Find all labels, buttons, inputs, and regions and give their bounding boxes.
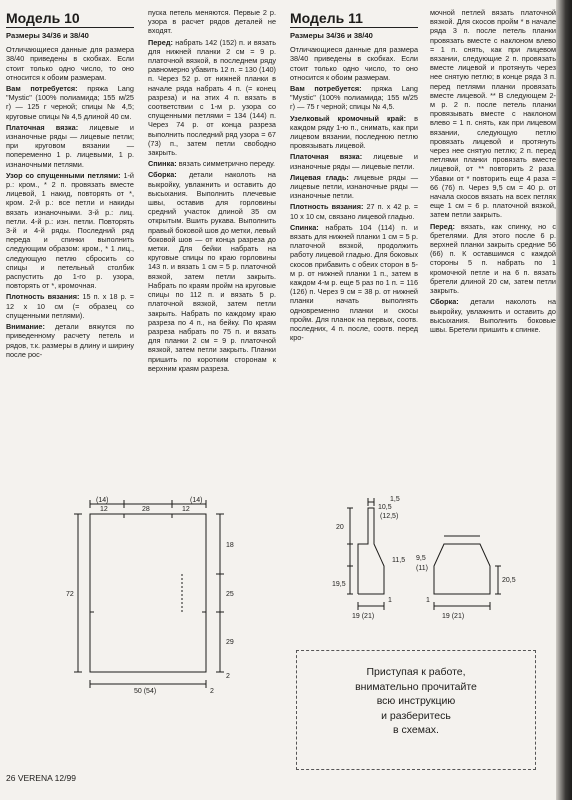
note-line: всю инструкцию — [376, 695, 456, 707]
model11-column-3 — [290, 8, 418, 345]
title-rule — [6, 27, 134, 28]
dim-label: 19 (21) — [442, 613, 465, 620]
model11-schematic — [330, 494, 530, 626]
instruction-note — [296, 650, 536, 770]
dim-label: 19,5 — [332, 581, 346, 588]
dim-label: 2 — [226, 673, 230, 680]
model10-back: Спинка: вязать симметрично переду. — [148, 159, 276, 169]
dim-label: 50 (54) — [134, 688, 157, 695]
model10-intro: Отличающиеся данные для размера 38/40 приведены в скобках. Если стоит только одно число, то оно относится к обоим размерам. — [6, 45, 134, 82]
model11-column-4 — [430, 8, 556, 336]
model10-attention: Внимание: детали вяжутся по приведенному расчету петель и рядов, т.к. размеры в длину и ширину после рос- — [6, 322, 134, 359]
model11-intro: Отличающиеся данные для размера 38/40 приведены в скобках. Если стоит только одно число, то оно относится к обоим размерам. — [290, 45, 418, 82]
note-line: и разберитесь — [381, 709, 451, 722]
model10-pattern: Узор со спущенными петлями: 1-й р.: кром., * 2 п. провязать вместе лицевой, 1 накид, повторять от *, кром. 2-й р.: все петли и накиды вязать изнаночными. 3-й р.: лиц. петли. 4-й р.: изн. петли. Повторять 3-й и 4-й ряды. Последний ряд переда и спинки выполнить следующим образом: кром., * 1 лиц., следующую петлю сбросить со спицы и петельный столбик распустить до 1-го р. узора, повторять от *, кромочная. — [6, 170, 135, 291]
model11-density: Плотность вязания: 27 п. x 42 р. = 10 x 10 см, связано лицевой гладью. — [290, 202, 419, 221]
dim-label: (14) — [96, 497, 109, 504]
model10-column-1 — [6, 8, 134, 361]
model10-assembly: Сборка: детали наколоть на выкройку, увлажнить и оставить до высыхания. Выполнить плечевые швы, оставив для горловины средний участок длиной 35 см открытым. Вшить рукава. Выполнить правый боковой шов до метки, левый боковой шов — от конца разреза до метки. Для бейки набрать на круговые спицы по краю горловины 143 п. и вязать 1 см = 5 р. платочной вязкой, затем петли закрыть. Набрать по краям пройм на круговые спицы по 112 п. и вязать 5 р. платочной вязкой, затем петли закрыть. Набрать по каждому краю разреза по 4 п., на бейку. По краям разреза набрать по 75 п. и вязать для планки 2 см = 9 р. платочной вязкой, затем петли закрыть. Планки пришить по коротким сторонам к верхним краям разреза. — [148, 170, 276, 373]
dim-label: 25 — [226, 591, 234, 598]
dim-label: 12 — [182, 506, 190, 513]
dim-label: 9,5 — [416, 555, 426, 562]
model11-stockinette: Лицевая гладь: лицевые ряды — лицевые петли, изнаночные ряды — изнаночные петли. — [290, 172, 419, 201]
dim-label: 29 — [226, 639, 234, 646]
dim-label: 72 — [66, 591, 74, 598]
dim-label: 1 — [388, 597, 392, 604]
page-binding-edge — [556, 0, 572, 800]
model10-column-2 — [148, 8, 276, 375]
dim-label: 18 — [226, 542, 234, 549]
model11-edge: Узелковый кромочный край: в каждом ряду 1-ю п., снимать, как при лицевом вязании, последнюю петлю провязывать лицевой. — [290, 113, 418, 151]
model11-continuation: мочной петлей вязать платочной вязкой. Для скосов пройм * в начале ряда 3 п. после петель планки провязать вместе с наклоном влево = 1 п. снять, как при лицевом вязании, следующие 2 п. провязать вместе лицевой и протянуть через нее снятую петлю; в конце ряда 3 п. перед петлями планки провязать вместе лицевой. ** В следующем 2-м р. 2 п. после петель планки провязывать вместе с наклоном влево = 1 п. снять, как при лицевом вязании, следующую петлю провязать лицевой и протянуть через нее снятую петлю; 2 п. перед петлями планки провязать вместе лицевой, от ** повторить 2 раза. Убавки от * повторить еще 4 раза = 66 (76) п. Через 9,5 см = 40 р. от начала скосов вязать на всех петлях еще 1 см = 6 р. платочной вязкой, затем петли закрыть. — [430, 8, 556, 220]
model10-schematic — [60, 494, 260, 704]
model11-materials: Вам потребуется: пряжа Lang "Mystic" (100% полиамида; 155 м/25 г) — 75 г черной; спицы № 4,5. — [290, 84, 418, 112]
note-line: Приступая к работе, — [366, 666, 466, 678]
model10-title: Модель 10 — [6, 10, 80, 26]
model11-title: Модель 11 — [290, 10, 363, 26]
model11-sizes: Размеры 34/36 и 38/40 — [290, 31, 373, 40]
dim-label: 10,5 — [378, 504, 392, 511]
model10-front: Перед: набрать 142 (152) п. и вязать для нижней планки 2 см = 9 р. платочной вязкой, в последнем ряду равномерно убавить 12 п. = 130 (140) п. Через 52 р. от нижней планки в начале ряда набрать 4 п. (= конец разреза) и на этих 4 п. вязать в соответствии с 1-м р. узора со спущенными петлями = 134 (144) п. Через 74 р. от конца разреза выполнить последний ряд узора = 67 (73) п., затем петли свободно закрыть. — [148, 37, 276, 158]
model11-garter: Платочная вязка: лицевые и изнаночные ряды — лицевые петли. — [290, 152, 418, 171]
model11-back: Спинка: набрать 104 (114) п. и вязать для нижней планки 1 см = 5 р. платочной вязкой, продолжить работу лицевой гладью. Для боковых скосов прибавить с обеих сторон в 5-м р. от нижней планки 1 п., затем в каждом 4-м р. еще 5 раз по 1 п. = 116 (126) п. Через 9 см = 38 р. от нижней планки начать выполнять одновременно планки и скосы пройм. Для планок на первых, соотв. последних, 4 п. после, соотв. перед кро- — [290, 222, 418, 343]
page-footer: 26 VERENA 12/99 — [6, 773, 76, 783]
dim-label: 12 — [100, 506, 108, 513]
model10-garter: Платочная вязка: лицевые и изнаночные ряды — лицевые петли; при круговом вязании — попеременно 1 р. лицевыми, 1 р. изнаночными петлями. — [6, 122, 134, 169]
model10-materials: Вам потребуется: пряжа Lang "Mystic" (100% полиамида; 155 м/25 г) — 125 г черной; спицы № 4,5; круговые спицы № 4,5 длиной 40 см. — [6, 84, 134, 121]
dim-label: 2 — [210, 688, 214, 695]
dim-label: (11) — [416, 565, 428, 572]
dim-label: (14) — [190, 497, 203, 504]
dim-label: 20 — [336, 524, 344, 531]
materials-heading: Вам потребуется: — [6, 84, 78, 94]
model10-sizes: Размеры 34/36 и 38/40 — [6, 31, 89, 40]
dim-label: 1 — [426, 597, 430, 604]
note-line: внимательно прочитайте — [355, 680, 477, 693]
model11-front: Перед: вязать, как спинку, но с бретелями. Для этого после 6 р. верхней планки закрыть средние 56 (66) п. К оставшимся с каждой стороны 5 п. набрать по 1 кромочной петле и на 6 п. вязать бретели длиной 20 см, затем петли закрыть. — [430, 221, 556, 296]
model10-continuation: пуска петель меняются. Первые 2 р. узора в расчет рядов деталей не входят. — [148, 8, 276, 36]
dim-label: 28 — [142, 506, 150, 513]
note-line: в схемах. — [393, 724, 439, 736]
dim-label: 20,5 — [502, 577, 516, 584]
dim-label: 11,5 — [392, 557, 406, 564]
dim-label: 19 (21) — [352, 613, 375, 620]
dim-label: (12,5) — [380, 513, 399, 520]
model11-assembly: Сборка: детали наколоть на выкройку, увлажнить и оставить до высыхания. Выполнить боковые швы. Бретели пришить к спинке. — [430, 297, 557, 334]
model10-density: Плотность вязания: 15 п. x 18 р. = 12 x 10 см (= образец со спущенными петлями). — [6, 292, 135, 320]
title-rule — [290, 27, 418, 28]
dim-label: 1,5 — [390, 496, 400, 503]
